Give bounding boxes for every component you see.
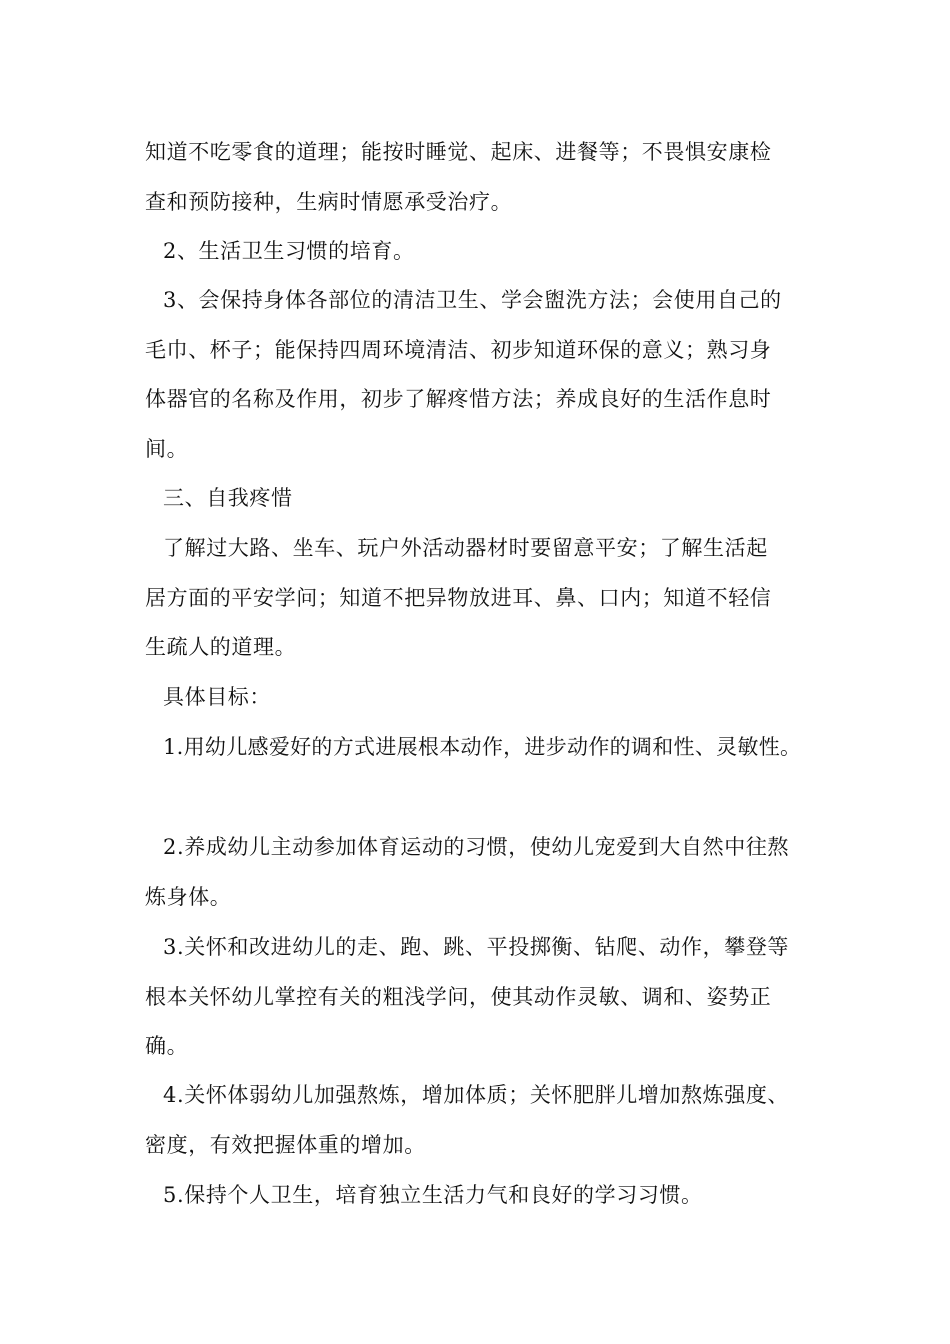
- text-line: 居方面的平安学问；知道不把异物放进耳、鼻、口内；知道不轻信: [145, 586, 772, 610]
- text-line: 生疏人的道理。: [145, 635, 297, 659]
- text-line: 2、生活卫生习惯的培育。: [163, 239, 415, 263]
- text-line: 间。: [145, 437, 189, 461]
- text-line: 根本关怀幼儿掌控有关的粗浅学问，使其动作灵敏、调和、姿势正: [145, 985, 772, 1009]
- text-line: 5.保持个人卫生，培育独立生活力气和良好的学习习惯。: [163, 1183, 703, 1207]
- text-line: 毛巾、杯子；能保持四周环境清洁、初步知道环保的意义；熟习身: [145, 338, 772, 362]
- text-line: 密度，有效把握体重的增加。: [145, 1133, 426, 1157]
- text-line: 查和预防接种，生病时情愿承受治疗。: [145, 190, 513, 214]
- text-line: 具体目标：: [163, 685, 271, 709]
- text-line: 确。: [145, 1034, 189, 1058]
- text-line: 2.养成幼儿主动参加体育运动的习惯，使幼儿宠爱到大自然中往熬: [163, 835, 790, 859]
- text-line: 三、自我疼惜: [163, 486, 293, 510]
- text-line: 4.关怀体弱幼儿加强熬炼，增加体质；关怀肥胖儿增加熬炼强度、: [163, 1083, 790, 1107]
- text-line: 3.关怀和改进幼儿的走、跑、跳、平投掷衡、钻爬、动作，攀登等: [163, 935, 790, 959]
- text-line: 了解过大路、坐车、玩户外活动器材时要留意平安；了解生活起: [163, 536, 768, 560]
- text-line: 炼身体。: [145, 885, 232, 909]
- text-line: 3、会保持身体各部位的清洁卫生、学会盥洗方法；会使用自己的: [163, 288, 782, 312]
- text-line: 1.用幼儿感爱好的方式进展根本动作，进步动作的调和性、灵敏性。: [163, 735, 802, 759]
- text-line: 知道不吃零食的道理；能按时睡觉、起床、进餐等；不畏惧安康检: [145, 140, 772, 164]
- text-line: 体器官的名称及作用，初步了解疼惜方法；养成良好的生活作息时: [145, 387, 772, 411]
